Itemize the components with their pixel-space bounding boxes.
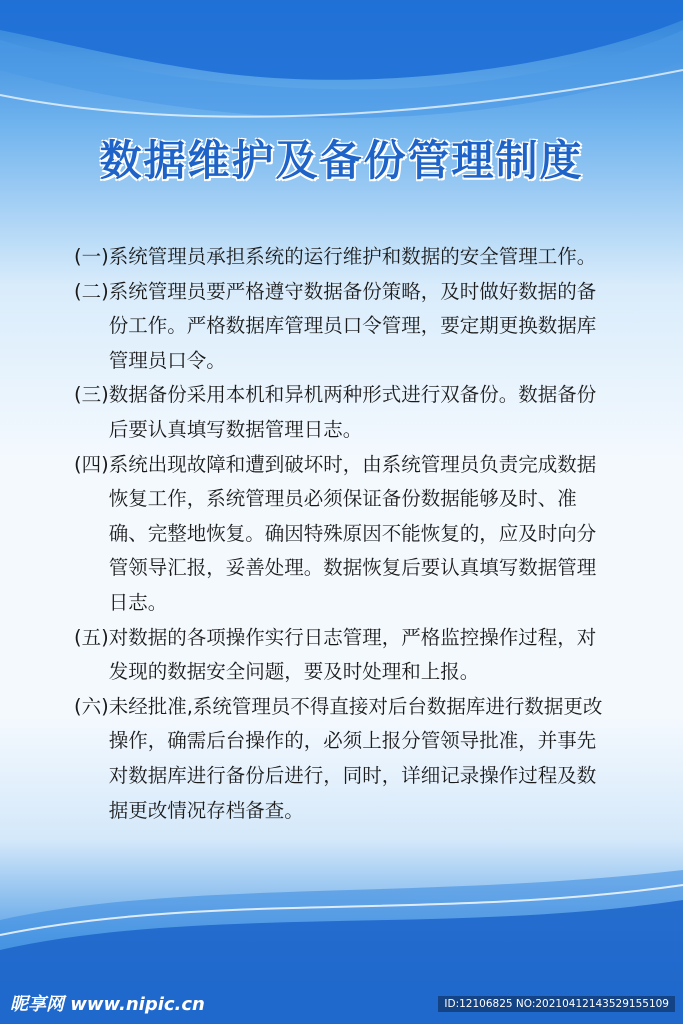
- rule-item-2: [74, 275, 614, 379]
- page-title: 数据维护及备份管理制度: [99, 136, 584, 185]
- rules-list: [74, 240, 614, 828]
- watermark-logo: 昵享网 www.nipic.cn: [10, 994, 205, 1015]
- rule-text: 对数据的各项操作实行日志管理，严格监控操作过程，对发现的数据安全问题，要及时处理和上报。: [108, 625, 597, 684]
- rule-number: (三): [74, 383, 109, 407]
- rule-text: 数据备份采用本机和异机两种形式进行双备份。数据备份后要认真填写数据管理日志。: [108, 383, 597, 441]
- rule-number: (二): [74, 279, 109, 303]
- rule-item-3: [74, 378, 614, 447]
- rule-item-4: [74, 448, 614, 621]
- rule-number: (六): [74, 694, 109, 718]
- rule-item-5: [74, 621, 614, 690]
- rule-item-6: [74, 690, 614, 828]
- image-id-label: ID:12106825 NO:20210412143529155109: [438, 996, 675, 1012]
- rule-number: (四): [74, 452, 109, 476]
- rule-number: (五): [74, 625, 109, 649]
- rule-text: 系统出现故障和遭到破坏时，由系统管理员负责完成数据恢复工作，系统管理员必须保证备份数据能够及时、准确、完整地恢复。确因特殊原因不能恢复的，应及时向分管领导汇报，妥善处理。数据恢复后要认真填写数据管理日志。: [108, 452, 597, 614]
- rule-text: 未经批准,系统管理员不得直接对后台数据库进行数据更改操作，确需后台操作的，必须上报分管领导批准，并事先对数据库进行备份后进行，同时，详细记录操作过程及数据更改情况存档备查。: [108, 694, 603, 822]
- rule-text: 系统管理员要严格遵守数据备份策略，及时做好数据的备份工作。严格数据库管理员口令管理，要定期更换数据库管理员口令。: [108, 279, 597, 372]
- rule-number: (一): [74, 245, 109, 268]
- rule-text: 系统管理员承担系统的运行维护和数据的安全管理工作。: [108, 245, 597, 268]
- rule-item-1: [74, 240, 614, 275]
